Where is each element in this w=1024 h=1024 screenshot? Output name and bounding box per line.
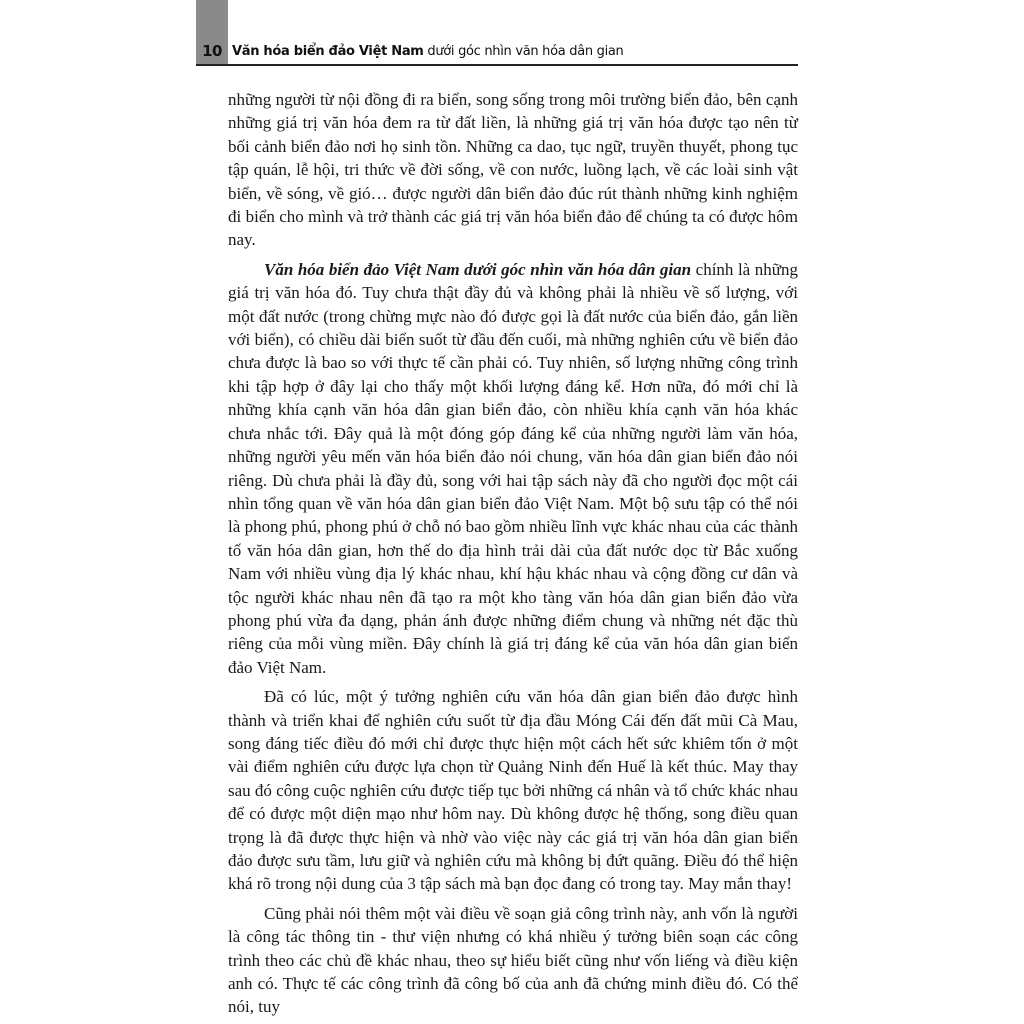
page-number: 10 xyxy=(202,42,222,60)
paragraph-3: Đã có lúc, một ý tưởng nghiên cứu văn hóa dân gian biển đảo được hình thành và triển khai để nghiên cứu suốt từ địa đầu Móng Cái đến đất mũi Cà Mau, song đáng tiếc điều đó mới chỉ được thực hiện một cách hết sức khiêm tốn ở một vài điểm nghiên cứu được lựa chọn từ Quảng Ninh đến Huế là kết thúc. May thay sau đó công cuộc nghiên cứu được tiếp tục bởi những cá nhân và tổ chức khác nhau để có được một diện mạo như hôm nay. Dù không được hệ thống, song điều quan trọng là đã được thực hiện và nhờ vào việc này các giá trị văn hóa dân gian biển đảo được sưu tầm, lưu giữ và nghiên cứu mà không bị đứt quãng. Điều đó thể hiện khá rõ trong nội dung của 3 tập sách mà bạn đọc đang có trong tay. May mắn thay! xyxy=(228,687,798,894)
running-head-title-bold: Văn hóa biển đảo Việt Nam xyxy=(232,44,424,59)
running-head-title-rest: dưới góc nhìn văn hóa dân gian xyxy=(423,44,624,59)
paragraph-2 xyxy=(228,258,798,679)
paragraph-1: những người từ nội đồng đi ra biển, song sống trong môi trường biển đảo, bên cạnh những giá trị văn hóa đem ra từ đất liền, là những giá trị văn hóa được tạo nên từ bối cảnh biển đảo nơi họ sinh tồn. Những ca dao, tục ngữ, truyền thuyết, phong tục tập quán, lễ hội, tri thức về đời sống, về con nước, luồng lạch, về các loài sinh vật biển, về sóng, về gió… được người dân biển đảo đúc rút thành những kinh nghiệm đi biển cho mình và trở thành các giá trị văn hóa biển đảo để chúng ta có được hôm nay. xyxy=(228,90,798,250)
running-head xyxy=(232,44,624,59)
paragraph-2-text: chính là những giá trị văn hóa đó. Tuy chưa thật đầy đủ và không phải là nhiều về số lượng, với một đất nước (trong chừng mực nào đó được gọi là đất nước của biển đảo, gắn liền với biển), có chiều dài biển suốt từ đầu đến cuối, mà những nghiên cứu về biển đảo chưa được là bao so với thực tế cần phải có. Tuy nhiên, số lượng những công trình khi tập hợp ở đây lại cho thấy một khối lượng đáng kể. Hơn nữa, đó mới chỉ là những khía cạnh văn hóa dân gian biển đảo, còn nhiều khía cạnh văn hóa khác chưa nhắc tới. Đây quả là một đóng góp đáng kể của những người làm văn hóa, những người yêu mến văn hóa biển đảo nói chung, văn hóa dân gian biển đảo nói riêng. Dù chưa phải là đầy đủ, song với hai tập sách này đã cho người đọc một cái nhìn tổng quan về văn hóa dân gian biển đảo Việt Nam. Một bộ sưu tập có thể nói là phong phú, phong phú ở chỗ nó bao gồm nhiều lĩnh vực khác nhau của các thành tố văn hóa dân gian, hơn thế do địa hình trải dài của đất nước dọc từ Bắc xuống Nam với nhiều vùng địa lý khác nhau, khí hậu khác nhau và cộng đồng cư dân và tộc người khác nhau nên đã tạo ra một kho tàng văn hóa dân gian biển đảo vừa phong phú vừa đa dạng, phản ánh được những điểm chung và những nét đặc thù riêng của mỗi vùng miền. Đây chính là giá trị đáng kể của văn hóa dân gian biển đảo Việt Nam. xyxy=(228,259,798,677)
paragraph-2-lead-title: Văn hóa biển đảo Việt Nam dưới góc nhìn văn hóa dân gian xyxy=(264,259,692,279)
body-text xyxy=(228,88,798,1024)
header-rule xyxy=(196,64,798,66)
paragraph-4: Cũng phải nói thêm một vài điều về soạn giả công trình này, anh vốn là người là công tác thông tin - thư viện nhưng có khá nhiều ý tưởng biên soạn các công trình theo các chủ đề khác nhau, theo sự hiểu biết cũng như vốn liếng và điều kiện anh có. Thực tế các công trình đã công bố của anh đã chứng minh điều đó. Có thể nói, tuy xyxy=(228,903,798,1017)
